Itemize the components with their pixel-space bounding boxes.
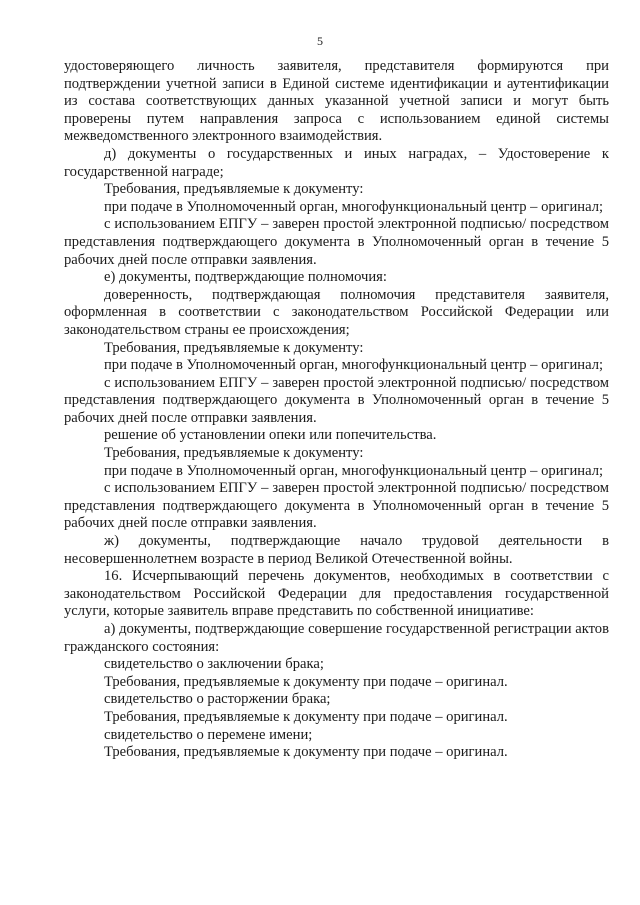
paragraph: свидетельство о заключении брака; bbox=[104, 656, 324, 673]
paragraph: Требования, предъявляемые к документу при подаче – оригинал. bbox=[104, 744, 508, 761]
paragraph: е) документы, подтверждающие полномочия: bbox=[104, 269, 387, 286]
paragraph: при подаче в Уполномоченный орган, многофункциональный центр – оригинал; bbox=[104, 462, 604, 479]
paragraph: при подаче в Уполномоченный орган, многофункциональный центр – оригинал; bbox=[104, 357, 604, 374]
paragraph: ж) документы, подтверждающие начало трудовой деятельности в несовершеннолетнем возрасте в период Великой Отечественной войны. bbox=[64, 533, 609, 567]
paragraph: Требования, предъявляемые к документу: bbox=[104, 445, 364, 462]
paragraph: с использованием ЕПГУ – заверен простой электронной подписью/ посредством представления подтверждающего документа в Уполномоченный орган в течение 5 рабочих дней после отправки заявления. bbox=[64, 216, 609, 268]
paragraph: свидетельство о перемене имени; bbox=[104, 726, 313, 743]
page-number: 5 bbox=[317, 34, 323, 48]
paragraph: д) документы о государственных и иных наградах, – Удостоверение к государственной награде; bbox=[64, 145, 609, 180]
paragraph: доверенность, подтверждающая полномочия представителя заявителя, оформленная в соответствии с законодательством Российской Федерации или законодательством страны ее происхождения; bbox=[64, 286, 609, 338]
paragraph: решение об установлении опеки или попечительства. bbox=[104, 427, 437, 444]
paragraph: удостоверяющего личность заявителя, представителя формируются при подтверждении учетной записи в Единой системе идентификации и аутентификации из состава соответствующих данных указанной учетной записи и могут быть проверены путем направления запроса с использованием единой системы межведомственного электронного взаимодействия. bbox=[64, 58, 609, 145]
paragraph: с использованием ЕПГУ – заверен простой электронной подписью/ посредством представления подтверждающего документа в Уполномоченный орган в течение 5 рабочих дней после отправки заявления. bbox=[64, 374, 609, 426]
paragraph: Требования, предъявляемые к документу при подаче – оригинал. bbox=[104, 708, 508, 725]
paragraph: Требования, предъявляемые к документу: bbox=[104, 339, 364, 356]
paragraph: 16. Исчерпывающий перечень документов, необходимых в соответствии с законодательством Российской Федерации для предоставления государственной услуги, которые заявитель вправе представить по собственной инициативе: bbox=[64, 568, 609, 620]
paragraph: с использованием ЕПГУ – заверен простой электронной подписью/ посредством представления подтверждающего документа в Уполномоченный орган в течение 5 рабочих дней после отправки заявления. bbox=[64, 480, 609, 532]
paragraph: свидетельство о расторжении брака; bbox=[104, 691, 331, 708]
document-body bbox=[64, 58, 609, 762]
paragraph: Требования, предъявляемые к документу при подаче – оригинал. bbox=[104, 673, 508, 690]
paragraph: Требования, предъявляемые к документу: bbox=[104, 181, 364, 198]
paragraph: а) документы, подтверждающие совершение государственной регистрации актов гражданского состояния: bbox=[64, 621, 609, 655]
paragraph: при подаче в Уполномоченный орган, многофункциональный центр – оригинал; bbox=[104, 198, 604, 215]
